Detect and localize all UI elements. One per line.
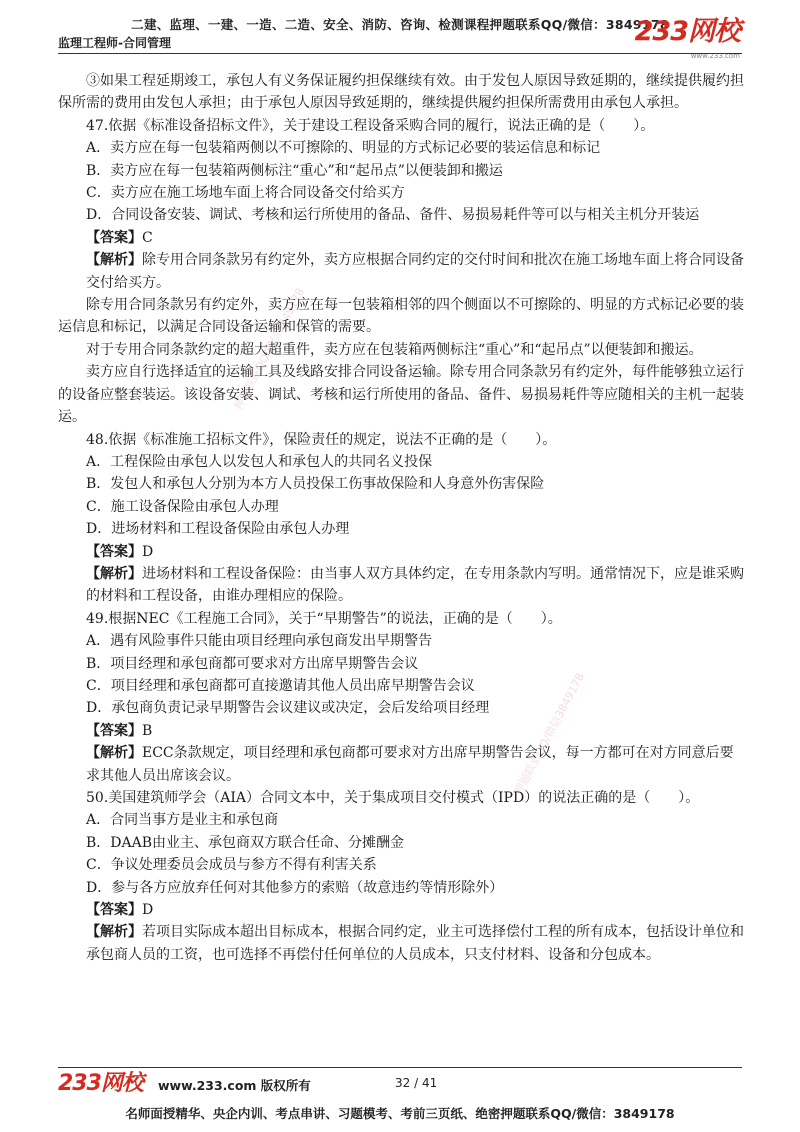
- answer-line: [58, 541, 744, 563]
- footer-promo: 名师面授精华、央企内训、考点串讲、习题模考、考前三页纸、绝密押题联系QQ/微信：3849178: [125, 1106, 675, 1121]
- analysis-text: 若项目实际成本超出目标成本，根据合同约定，业主可选择偿付工程的所有成本，包括设计单位和承包商人员的工资，也可选择不再偿付任何单位的人员成本，只支付材料、设备和分包成本。: [86, 924, 744, 963]
- analysis-tag: 【解析】: [86, 252, 142, 269]
- option-c: C．项目经理和承包商都可直接邀请其他人员出席早期警告会议: [86, 677, 475, 694]
- analysis-extra: 除专用合同条款另有约定外，卖方应在每一包装箱相邻的四个侧面以不可擦除的、明显的方式标记必要的装运信息和标记，以满足合同设备运输和保管的需要。: [58, 297, 744, 336]
- document-title: 监理工程师-合同管理: [58, 36, 171, 50]
- question-title: 47.依据《标准设备招标文件》，关于建设工程设备采购合同的履行，说法正确的是（ ）。: [86, 117, 655, 134]
- analysis-tag: 【解析】: [86, 924, 142, 941]
- option-d: D．承包商负责记录早期警告会议建议或决定，会后发给项目经理: [86, 700, 490, 717]
- option-a: A．遇有风险事件只能由项目经理向承包商发出早期警告: [86, 633, 433, 650]
- header-divider: [58, 53, 742, 54]
- brand-logo-sub: www.233.com: [690, 52, 740, 60]
- analysis-line: [58, 921, 744, 966]
- option-b: B．项目经理和承包商都可要求对方出席早期警告会议: [86, 655, 419, 672]
- watermark: 押题联系QQ/微信3849178: [231, 285, 308, 413]
- analysis-extra: 卖方应自行选择适宜的运输工具及线路安排合同设备运输。除专用合同条款另有约定外，每件能够独立运行的设备应整套装运。该设备安装、调试、考核和运行所使用的备品、备件、易损易耗件等应随相关的主机一起装运。: [58, 364, 744, 426]
- question-block: [58, 608, 744, 787]
- answer-tag: 【答案】: [86, 543, 142, 560]
- option-b: B．卖方应在每一包装箱两侧标注“重心”和“起吊点”以便装卸和搬运: [86, 162, 503, 179]
- analysis-tag: 【解析】: [86, 565, 142, 582]
- page-number: 32 / 41: [395, 1076, 438, 1090]
- analysis-line: [58, 249, 744, 294]
- answer-tag: 【答案】: [86, 902, 142, 919]
- question-block: [58, 429, 744, 608]
- question-title: 49.根据NEC《工程施工合同》，关于“早期警告”的说法，正确的是（ ）。: [86, 610, 562, 627]
- option-a: A．合同当事方是业主和承包商: [86, 812, 279, 829]
- option-c: C．争议处理委员会成员与参方不得有利害关系: [86, 857, 377, 874]
- analysis-line: [58, 563, 744, 608]
- intro-paragraph: ③如果工程延期竣工，承包人有义务保证履约担保继续有效。由于发包人原因导致延期的，继续提供履约担保所需的费用由发包人承担；由于承包人原因导致延期的，继续提供履约担保所需费用由承包人承担。: [58, 73, 744, 112]
- option-c: C．施工设备保险由承包人办理: [86, 498, 279, 515]
- answer-value: D: [142, 902, 154, 919]
- analysis-extra: 对于专用合同条款约定的超大超重件，卖方应在包装箱两侧标注“重心”和“起吊点”以便装卸和搬运。: [86, 341, 703, 358]
- answer-line: [58, 899, 744, 921]
- brand-logo-header: [635, 18, 740, 70]
- answer-value: B: [142, 722, 153, 739]
- option-b: B．DAAB由业主、承包商双方联合任命、分摊酬金: [86, 834, 405, 851]
- analysis-text: 进场材料和工程设备保险：由当事人双方具体约定，在专用条款内写明。通常情况下，应是谁采购的材料和工程设备，由谁办理相应的保险。: [86, 565, 744, 605]
- footer-divider: [58, 1067, 742, 1068]
- option-a: A．卖方应在每一包装箱两侧以不可擦除的、明显的方式标记必要的装运信息和标记: [86, 140, 601, 157]
- brand-logo-text: 233网校: [634, 16, 740, 47]
- question-title: 48.依据《标准施工招标文件》，保险责任的规定，说法不正确的是（ ）。: [86, 431, 557, 448]
- brand-logo-footer: 233网校: [58, 1071, 143, 1096]
- header-promo: 二建、监理、一建、一造、二造、安全、消防、咨询、检测课程押题联系QQ/微信：3849178: [131, 17, 669, 32]
- analysis-text: 除专用合同条款另有约定外，卖方应根据合同约定的交付时间和批次在施工场地车面上将合同设备交付给买方。: [86, 252, 744, 291]
- option-b: B．发包人和承包人分别为本方人员投保工伤事故保险和人身意外伤害保险: [86, 476, 545, 493]
- analysis-text: ECC条款规定，项目经理和承包商都可要求对方出席早期警告会议，每一方都可在对方同意后要求其他人员出席该会议。: [86, 745, 734, 784]
- answer-tag: 【答案】: [86, 229, 142, 246]
- option-d: D．进场材料和工程设备保险由承包人办理: [86, 521, 350, 538]
- option-d: D．参与各方应放弃任何对其他参方的索赔（故意违约等情形除外）: [86, 879, 504, 896]
- document-body: [58, 70, 744, 966]
- option-c: C．卖方应在施工场地车面上将合同设备交付给买方: [86, 185, 405, 202]
- answer-value: C: [142, 229, 153, 246]
- watermark: 押题联系QQ/微信3849178: [511, 670, 588, 798]
- answer-tag: 【答案】: [86, 722, 142, 739]
- question-title: 50.美国建筑师学会（AIA）合同文本中，关于集成项目交付模式（IPD）的说法正确的是（ ）。: [86, 790, 700, 806]
- answer-line: [58, 227, 744, 249]
- analysis-tag: 【解析】: [86, 745, 142, 762]
- option-d: D．合同设备安装、调试、考核和运行所使用的备品、备件、易损易耗件等可以与相关主机分开装运: [86, 207, 700, 224]
- question-block: [58, 115, 744, 429]
- option-a: A．工程保险由承包人以发包人和承包人的共同名义投保: [86, 453, 433, 470]
- analysis-line: [58, 742, 744, 787]
- question-block: [58, 787, 744, 966]
- answer-value: D: [142, 543, 154, 560]
- answer-line: [58, 720, 744, 742]
- footer-copyright: www.233.com 版权所有: [158, 1078, 311, 1093]
